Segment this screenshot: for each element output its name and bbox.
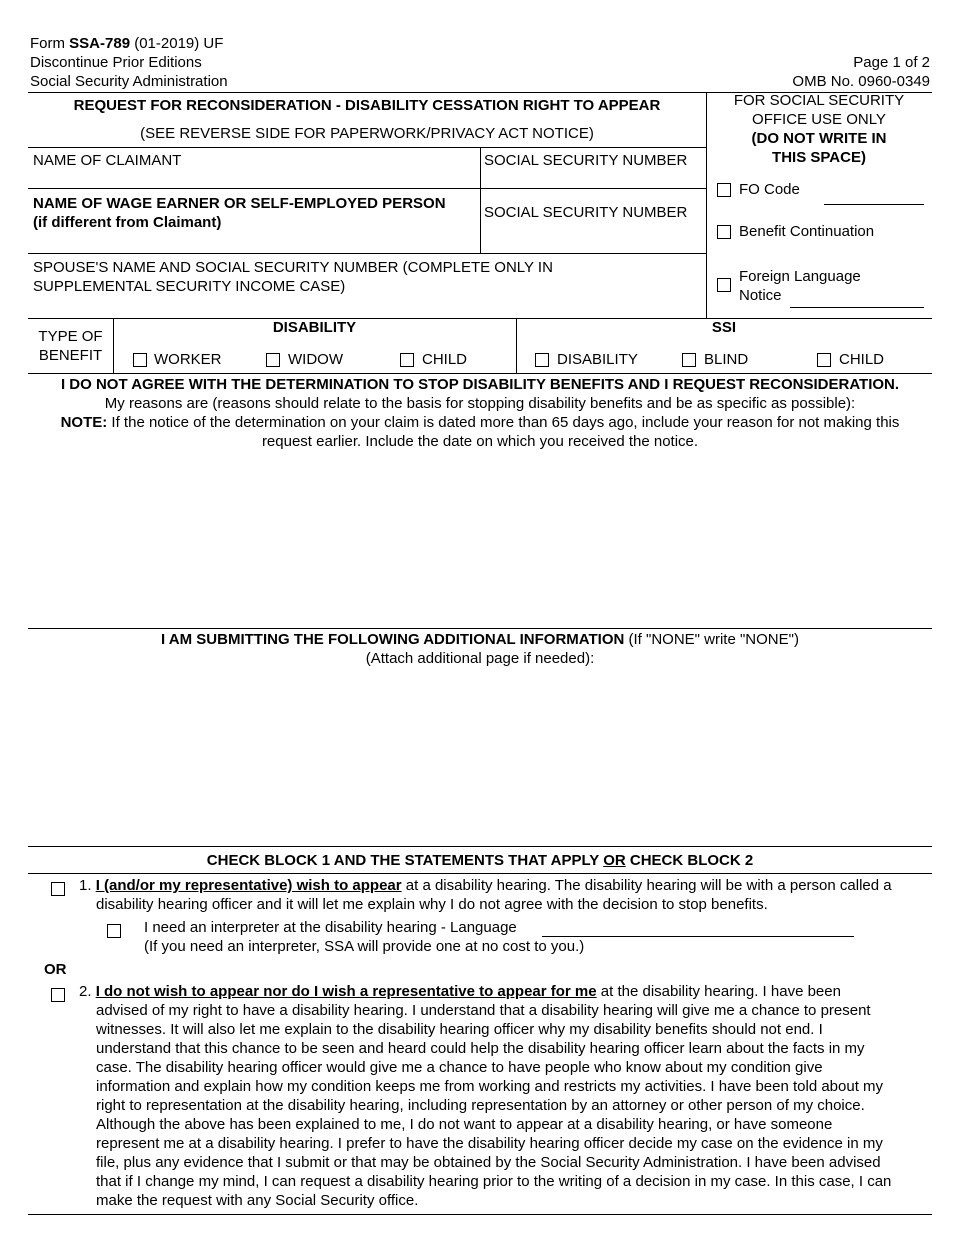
disability-child-label: CHILD (422, 351, 468, 368)
note-line-1: NOTE: If the notice of the determination on your claim is dated more than 65 days ago, include your reason for not making this (60, 414, 900, 431)
fo-code-label: FO Code (739, 181, 800, 198)
office-use-heading: FOR SOCIAL SECURITY OFFICE USE ONLY (DO NOT WRITE IN THIS SPACE) (733, 92, 905, 166)
reasons-entry-area[interactable] (28, 456, 932, 626)
ssi-header: SSI (711, 319, 737, 336)
block-2-checkbox[interactable] (51, 988, 65, 1002)
agency-name: Social Security Administration (30, 73, 228, 90)
additional-info-entry-area[interactable] (28, 672, 932, 842)
disability-header: DISABILITY (272, 319, 357, 336)
worker-label: WORKER (154, 351, 222, 368)
block-2-statement: 2. I do not wish to appear nor do I wish a representative to appear for me at the disability hearing. I have been advised of my right to have a disability hearing. I understand that a disability hearing will give me a chance to present witnesses. It will also let me explain to the disability hearing officer why my disability benefits should not end. I understand that this chance to be seen and heard could help the disability hearing officer learn about the facts in my case. The disability hearing officer would give me a chance to have people who know about my condition give information and explain how my condition keeps me from working and restricts my activities. I have been told about my right to representation at the disability hearing, including representation by an attorney or other person of my choice. Although the above has been explained to me, I do not want to appear at a disability hearing, or have someone represent me at a disability hearing. I prefer to have the disability hearing officer decide my case on the evidence in my file, plus any evidence that I submit or that may be obtained by the Social Security Administration. I have been advised that if I change my mind, I can request a disability hearing prior to the writing of a decision in my case. In this case, I can make the request with any Social Security office. (79, 983, 892, 1209)
omb-number: OMB No. 0960-0349 (792, 73, 930, 90)
wage-earner-ssn-label: SOCIAL SECURITY NUMBER (484, 204, 688, 221)
ssi-disability-label: DISABILITY (557, 351, 638, 368)
worker-checkbox[interactable] (133, 353, 147, 367)
foreign-language-notice-checkbox[interactable] (717, 278, 731, 292)
widow-label: WIDOW (288, 351, 343, 368)
block-1-statement: 1. I (and/or my representative) wish to appear at a disability hearing. The disability hearing will be with a person called a disability hearing officer and it will let me explain why I do not agree with the decision to stop benefits. (79, 877, 892, 913)
form-number: SSA-789 (69, 35, 131, 52)
type-of-benefit-label: TYPE OF BENEFIT (38, 328, 103, 364)
fo-code-checkbox[interactable] (717, 183, 731, 197)
note-line-2: request earlier. Include the date on which you received the notice. (261, 433, 699, 450)
or-separator: OR (44, 961, 67, 978)
additional-info-instruction: (Attach additional page if needed): (365, 650, 595, 667)
interpreter-checkbox[interactable] (107, 924, 121, 938)
interpreter-language-input-line[interactable] (542, 936, 854, 937)
wage-earner-label: NAME OF WAGE EARNER OR SELF-EMPLOYED PERSON (if different from Claimant) (33, 195, 446, 231)
widow-checkbox[interactable] (266, 353, 280, 367)
ssi-child-label: CHILD (839, 351, 885, 368)
benefit-continuation-checkbox[interactable] (717, 225, 731, 239)
ssi-child-checkbox[interactable] (817, 353, 831, 367)
claimant-ssn-label: SOCIAL SECURITY NUMBER (484, 152, 688, 169)
form-id: Form SSA-789 (01-2019) UF (30, 35, 224, 52)
ssi-disability-checkbox[interactable] (535, 353, 549, 367)
reasons-instruction: My reasons are (reasons should relate to the basis for stopping disability benefits and be as specific as possible): (104, 395, 856, 412)
foreign-language-notice-label: Foreign Language Notice (739, 268, 861, 304)
additional-info-heading: I AM SUBMITTING THE FOLLOWING ADDITIONAL INFORMATION (If "NONE" write "NONE") (161, 631, 799, 648)
discontinue-note: Discontinue Prior Editions (30, 54, 202, 71)
blind-checkbox[interactable] (682, 353, 696, 367)
form-title: REQUEST FOR RECONSIDERATION - DISABILITY CESSATION RIGHT TO APPEAR (73, 97, 661, 114)
privacy-notice-ref: (SEE REVERSE SIDE FOR PAPERWORK/PRIVACY ACT NOTICE) (140, 125, 594, 142)
page-number: Page 1 of 2 (853, 54, 930, 71)
interpreter-statement: I need an interpreter at the disability hearing - Language (If you need an interpreter, SSA will provide one at no cost to you.) (144, 919, 585, 955)
reconsideration-heading: I DO NOT AGREE WITH THE DETERMINATION TO STOP DISABILITY BENEFITS AND I REQUEST RECONSIDERATION. (60, 376, 900, 393)
claimant-name-label: NAME OF CLAIMANT (33, 152, 182, 169)
benefit-continuation-label: Benefit Continuation (739, 223, 875, 240)
spouse-label: SPOUSE'S NAME AND SOCIAL SECURITY NUMBER (COMPLETE ONLY IN SUPPLEMENTAL SECURITY INCOME CASE) (33, 259, 553, 295)
block-1-checkbox[interactable] (51, 882, 65, 896)
disability-child-checkbox[interactable] (400, 353, 414, 367)
blind-label: BLIND (704, 351, 749, 368)
check-block-heading: CHECK BLOCK 1 AND THE STATEMENTS THAT APPLY OR CHECK BLOCK 2 (206, 852, 754, 869)
fo-code-input-line[interactable] (824, 204, 924, 205)
foreign-language-input-line[interactable] (790, 307, 924, 308)
